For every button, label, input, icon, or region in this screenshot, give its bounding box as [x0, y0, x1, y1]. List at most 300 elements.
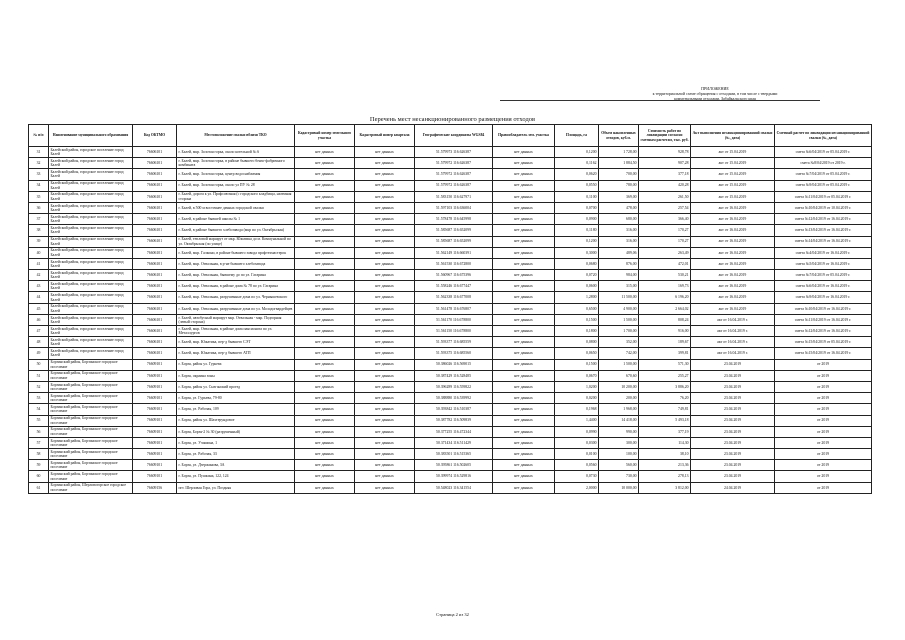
table-cell: акт от 16.04.2019: [691, 258, 775, 269]
table-cell: г. Борзя, ул. Рабочая, 33: [177, 449, 295, 460]
table-cell: нет данных: [355, 303, 415, 314]
table-cell: 23.04.2019: [691, 426, 775, 437]
table-cell: смета №4/04/2019 от 16.04.2019 г.: [775, 247, 872, 258]
column-header: Географические координаты WGS84: [415, 125, 493, 147]
table-cell: 0,1200: [555, 236, 599, 247]
table-cell: 43: [29, 281, 49, 292]
table-cell: Балейский район, городское поселение город Балей: [49, 337, 133, 348]
table-cell: нет данных: [295, 337, 355, 348]
table-row: [29, 191, 872, 202]
table-cell: 49: [29, 348, 49, 359]
table-cell: нет данных: [355, 180, 415, 191]
table-cell: нет данных: [295, 169, 355, 180]
table-cell: нет данных: [355, 314, 415, 325]
table-cell: нет данных: [355, 449, 415, 460]
table-cell: г. Борзя, окраина зоны: [177, 370, 295, 381]
table-cell: 50.399974 116.529816: [415, 471, 493, 482]
table-cell: 76606101: [133, 303, 177, 314]
table-row: [29, 169, 872, 180]
table-cell: нет данных: [355, 214, 415, 225]
table-cell: нет данных: [355, 348, 415, 359]
table-cell: 0,0730: [555, 471, 599, 482]
table-cell: нет данных: [493, 426, 555, 437]
table-cell: г. Борзя, Борзя-2 № 30 (разрушенный): [177, 426, 295, 437]
table-cell: смета №12/04/2019 от 16.04.2019 г.: [775, 214, 872, 225]
table-cell: нет данных: [355, 292, 415, 303]
table-cell: акт от 15.04.2019: [691, 180, 775, 191]
table-cell: г. Борзя, ул. Дзержинова, 3А: [177, 460, 295, 471]
table-cell: 23.04.2019: [691, 415, 775, 426]
table-cell: от 2019: [775, 359, 872, 370]
table-cell: смета №9/04/2019 от 05.04.2019 г.: [775, 180, 872, 191]
table-cell: 76609101: [133, 449, 177, 460]
table-cell: нет данных: [355, 191, 415, 202]
table-cell: смета №7/04/2019 от 05.04.2019 г.: [775, 270, 872, 281]
table-cell: 916,00: [639, 326, 691, 337]
table-row: [29, 326, 872, 337]
table-cell: нет данных: [295, 191, 355, 202]
table-cell: 76606101: [133, 281, 177, 292]
table-cell: 700,00: [599, 169, 639, 180]
table-cell: 1 884,50: [599, 158, 639, 169]
column-header: Сметный расчет по ликвидации несанкционированной свалки (№, дата): [775, 125, 872, 147]
table-cell: 257,54: [639, 202, 691, 213]
table-cell: смета №10/04/2019 от 10.04.2019 г.: [775, 202, 872, 213]
table-cell: 560,00: [599, 460, 639, 471]
table-cell: смета №5/04/2019 от 16.04.2019 г.: [775, 258, 872, 269]
table-cell: Борзинский район, Шерловогорское городское поселение: [49, 482, 133, 493]
table-cell: 76606101: [133, 258, 177, 269]
table-cell: г. Балей, мкр. Южатика, пер-д бывшего СЭТ: [177, 337, 295, 348]
table-cell: 76606101: [133, 214, 177, 225]
table-cell: 399,81: [639, 348, 691, 359]
table-cell: 51.562149 116.660391: [415, 247, 493, 258]
table-cell: акт от 16.04.2019: [691, 281, 775, 292]
table-cell: 57: [29, 437, 49, 448]
table-cell: нет данных: [355, 270, 415, 281]
table-cell: 45: [29, 303, 49, 314]
table-cell: нет данных: [493, 370, 555, 381]
table-cell: нет данных: [295, 381, 355, 392]
column-header: Код ОКТМО: [133, 125, 177, 147]
table-cell: 33: [29, 169, 49, 180]
table-cell: г. Борзя, район ул. Шахтерундовое: [177, 415, 295, 426]
table-cell: 76606101: [133, 247, 177, 258]
table-cell: от 2019: [775, 381, 872, 392]
table-cell: 189,67: [639, 337, 691, 348]
table-cell: нет данных: [295, 348, 355, 359]
table-cell: 51.578478 116.645998: [415, 214, 493, 225]
table-row: [29, 202, 872, 213]
table-row: [29, 381, 872, 392]
table-cell: 54: [29, 404, 49, 415]
table-cell: 6 196,20: [639, 292, 691, 303]
column-header: Кадастровый номер земельного участка: [295, 125, 355, 147]
table-cell: Балейский район, городское поселение город Балей: [49, 202, 133, 213]
table-row: [29, 270, 872, 281]
table-cell: 0,0720: [555, 270, 599, 281]
table-row: [29, 415, 872, 426]
column-header: Наименование муниципального образования: [49, 125, 133, 147]
table-cell: Борзинский район, Борзинское городское поселение: [49, 460, 133, 471]
table-cell: г. Борзя, ул. Пушкина, 122, 124: [177, 471, 295, 482]
table-cell: Борзинский район, Борзинское городское поселение: [49, 471, 133, 482]
table-cell: нет данных: [355, 147, 415, 158]
table-cell: 670,60: [599, 370, 639, 381]
table-cell: 76606101: [133, 314, 177, 325]
table-cell: нет данных: [493, 225, 555, 236]
table-cell: г. Балей, мкр. Галкино, в районе бывшего завода профтехмастерок: [177, 247, 295, 258]
table-cell: Балейский район, городское поселение город Балей: [49, 326, 133, 337]
table-cell: нет данных: [295, 415, 355, 426]
table-cell: Балейский район, городское поселение город Балей: [49, 169, 133, 180]
table-cell: 76606101: [133, 202, 177, 213]
table-cell: 11 500,00: [599, 292, 639, 303]
table-cell: нет данных: [355, 158, 415, 169]
table-cell: нет данных: [493, 191, 555, 202]
table-cell: 377,19: [639, 426, 691, 437]
table-cell: 61: [29, 482, 49, 493]
table-cell: 36: [29, 202, 49, 213]
table-cell: 51.593377 116.685559: [415, 337, 493, 348]
table-cell: смета №9/04/2019 от 16.04.2019 г.: [775, 292, 872, 303]
table-cell: 907,28: [639, 158, 691, 169]
table-cell: нет данных: [295, 460, 355, 471]
table-cell: нет данных: [355, 326, 415, 337]
table-cell: 990,00: [599, 426, 639, 437]
table-cell: 76609101: [133, 381, 177, 392]
table-cell: нет данных: [355, 415, 415, 426]
appendix-heading: ПРИЛОЖЕНИЕ: [701, 86, 729, 91]
table-cell: нет данных: [355, 225, 415, 236]
table-cell: 76606101: [133, 270, 177, 281]
table-cell: 0,1500: [555, 314, 599, 325]
table-cell: акт от 16.04.2019: [691, 270, 775, 281]
table-cell: нет данных: [355, 258, 415, 269]
table-cell: 742,00: [599, 348, 639, 359]
table-cell: г. Борзя, ул. Рабочая, 109: [177, 404, 295, 415]
table-cell: 51.561478 116.676807: [415, 303, 493, 314]
table-cell: 255,27: [639, 370, 691, 381]
table-cell: 51.579972 116.626387: [415, 158, 493, 169]
appendix-line-1: к территориальной схеме обращения с отходами, в том числе с твердыми: [652, 91, 778, 96]
table-cell: нет данных: [493, 359, 555, 370]
table-cell: Балейский район, городское поселение город Балей: [49, 348, 133, 359]
table-cell: от 2019: [775, 471, 872, 482]
table-cell: 50.396289 116.559822: [415, 381, 493, 392]
table-header-row: [29, 125, 872, 147]
table-cell: 23.04.2019: [691, 449, 775, 460]
table-cell: нет данных: [493, 202, 555, 213]
table-cell: смета №10/04/2019 от 16.04.2019 г.: [775, 303, 872, 314]
table-cell: нет данных: [295, 326, 355, 337]
column-header: Кадастровый номер квартала: [355, 125, 415, 147]
table-cell: акт от 16.04.2019 г.: [691, 337, 775, 348]
column-header: Местоположение свалки вблизи ТКО: [177, 125, 295, 147]
table-cell: 59: [29, 460, 49, 471]
table-cell: Балейский район, городское поселение город Балей: [49, 247, 133, 258]
table-cell: 1,4400: [555, 415, 599, 426]
table-cell: от 2019: [775, 404, 872, 415]
table-cell: нет данных: [355, 460, 415, 471]
table-cell: 51.583150 116.627971: [415, 191, 493, 202]
table-cell: г. Балей, тепловой маршрут от мкр. Южатика до м. Коммунальной по ул. Октябрьская (по улице): [177, 236, 295, 247]
table-cell: 47: [29, 326, 49, 337]
table-cell: нет данных: [295, 482, 355, 493]
table-cell: 50.395861 116.502605: [415, 460, 493, 471]
table-cell: нет данных: [295, 426, 355, 437]
table-cell: Балейский район, городское поселение город Балей: [49, 314, 133, 325]
appendix-divider: [500, 100, 820, 101]
table-cell: нет данных: [295, 393, 355, 404]
column-header: Площадь, га: [555, 125, 599, 147]
table-cell: 53: [29, 393, 49, 404]
table-cell: смета №15/04/2019 от 16.04.2019 г.: [775, 348, 872, 359]
table-cell: 76609156: [133, 482, 177, 493]
table-cell: 50: [29, 359, 49, 370]
table-cell: 51.579972 116.626387: [415, 180, 493, 191]
table-cell: 352,00: [599, 337, 639, 348]
table-cell: акт от 16.04.2019: [691, 247, 775, 258]
table-cell: 50.387429 116.528485: [415, 370, 493, 381]
table-cell: 1 500,00: [599, 314, 639, 325]
table-cell: 76606101: [133, 147, 177, 158]
table-cell: смета №11/04/2019 от 16.04.2019 г.: [775, 314, 872, 325]
table-cell: 0,0990: [555, 426, 599, 437]
table-cell: 76609101: [133, 460, 177, 471]
table-cell: г. Борзя, район ул. Гурьева: [177, 359, 295, 370]
page-footer: Страница 2 из 32: [436, 612, 469, 617]
table-cell: 0,0800: [555, 337, 599, 348]
table-cell: нет данных: [493, 281, 555, 292]
table-cell: акт от 16.04.2019: [691, 214, 775, 225]
table-cell: 51.561170 116.678800: [415, 314, 493, 325]
column-header: Стоимость работ по ликвидации согласно сметным расчетам, тыс. руб.: [639, 125, 691, 147]
table-row: [29, 460, 872, 471]
table-cell: 0,3000: [555, 247, 599, 258]
table-cell: 1 728,00: [599, 147, 639, 158]
table-cell: нет данных: [355, 169, 415, 180]
table-cell: 5 493,18: [639, 415, 691, 426]
table-cell: 55: [29, 415, 49, 426]
table-cell: нет данных: [295, 359, 355, 370]
table-cell: 51.579973 116.626387: [415, 147, 493, 158]
table-cell: 928,78: [639, 147, 691, 158]
table-cell: 478,00: [599, 202, 639, 213]
table-cell: 0,1162: [555, 158, 599, 169]
table-cell: 76606101: [133, 292, 177, 303]
table-cell: 23.04.2019: [691, 471, 775, 482]
table-cell: акт от 16.04.2019: [691, 225, 775, 236]
table-cell: 876,00: [599, 258, 639, 269]
table-cell: нет данных: [295, 147, 355, 158]
table-cell: 571,30: [639, 359, 691, 370]
table-cell: нет данных: [295, 214, 355, 225]
table-row: [29, 214, 872, 225]
table-cell: 263,49: [639, 247, 691, 258]
table-cell: нет данных: [493, 437, 555, 448]
table-cell: г. Балей, мкр. Золотая горка, около ул ПУ № 28: [177, 180, 295, 191]
table-cell: Балейский район, городское поселение город Балей: [49, 214, 133, 225]
table-cell: нет данных: [493, 292, 555, 303]
table-cell: 76609101: [133, 404, 177, 415]
table-cell: 0,0200: [555, 393, 599, 404]
table-cell: 76606101: [133, 180, 177, 191]
table-cell: 76609101: [133, 471, 177, 482]
table-cell: акт от 15.04.2019: [691, 147, 775, 158]
table-cell: 50.387782 116.509839: [415, 415, 493, 426]
table-row: [29, 303, 872, 314]
table-cell: акт от 16.04.2019: [691, 236, 775, 247]
table-cell: 0,0700: [555, 202, 599, 213]
table-cell: Борзинский район, Борзинское городское поселение: [49, 359, 133, 370]
table-cell: 37: [29, 214, 49, 225]
document-title: Перечень мест несанкционированного размещения отходов: [369, 116, 536, 123]
table-cell: нет данных: [295, 236, 355, 247]
table-cell: от 2019: [775, 426, 872, 437]
table-cell: Борзинский район, Борзинское городское поселение: [49, 381, 133, 392]
table-cell: нет данных: [493, 460, 555, 471]
table-cell: 420,28: [639, 180, 691, 191]
table-cell: 76606101: [133, 348, 177, 359]
table-cell: от 2019: [775, 370, 872, 381]
table-row: [29, 292, 872, 303]
table-cell: 0,1200: [555, 147, 599, 158]
table-cell: нет данных: [295, 258, 355, 269]
table-cell: Балейский район, городское поселение город Балей: [49, 191, 133, 202]
table-cell: 0,0300: [555, 437, 599, 448]
table-cell: 300,00: [599, 437, 639, 448]
table-cell: 51: [29, 370, 49, 381]
table-cell: 76609101: [133, 370, 177, 381]
table-cell: Балейский район, городское поселение город Балей: [49, 180, 133, 191]
table-cell: нет данных: [493, 471, 555, 482]
table-cell: 1,2800: [555, 292, 599, 303]
table-cell: нет данных: [493, 258, 555, 269]
table-cell: нет данных: [355, 381, 415, 392]
table-cell: 40: [29, 247, 49, 258]
table-cell: г. Балей, автобусный маршрут мкр. Отвальная - мкр. Подгорная (левый сторона): [177, 314, 295, 325]
table-cell: г. Балей, мкр. Отвальная, разрушенные дома по ул. Чернышевского: [177, 292, 295, 303]
table-cell: нет данных: [493, 404, 555, 415]
table-cell: 51.593375 116.685560: [415, 348, 493, 359]
table-cell: 0,0100: [555, 449, 599, 460]
table-cell: г. Балей, мкр. Золотая горка, в районе бывшего бензо-фабричного комбината: [177, 158, 295, 169]
table-cell: 23.04.2019: [691, 460, 775, 471]
table-cell: нет данных: [493, 158, 555, 169]
table-cell: 56: [29, 426, 49, 437]
table-cell: 0,0680: [555, 258, 599, 269]
table-cell: г. Балей, в районе бывшего хлебозавода (мкр по ул. Октябрьская): [177, 225, 295, 236]
table-cell: 377,18: [639, 169, 691, 180]
table-cell: 3 886,20: [639, 381, 691, 392]
table-cell: 0,1800: [555, 326, 599, 337]
table-cell: 530,21: [639, 270, 691, 281]
table-cell: 23.04.2019: [691, 404, 775, 415]
table-cell: акт от 15.04.2019: [691, 169, 775, 180]
column-header: Правообладатель зем. участка: [493, 125, 555, 147]
table-cell: 0,0550: [555, 180, 599, 191]
table-cell: нет данных: [493, 314, 555, 325]
table-row: [29, 281, 872, 292]
table-cell: 730,00: [599, 471, 639, 482]
table-cell: 100,00: [599, 449, 639, 460]
table-cell: акт от 15.04.2019: [691, 158, 775, 169]
table-cell: акт от 16.04.2019: [691, 303, 775, 314]
table-cell: 50.386026 116.569015: [415, 359, 493, 370]
table-cell: смета №14/04/2019 от 16.04.2019 г.: [775, 236, 872, 247]
table-cell: нет данных: [493, 236, 555, 247]
table-cell: Борзинский район, Борзинское городское поселение: [49, 426, 133, 437]
table-cell: от 2019: [775, 460, 872, 471]
table-cell: 50.548023 116.341554: [415, 482, 493, 493]
table-cell: 316,00: [599, 236, 639, 247]
table-cell: Борзинский район, Борзинское городское поселение: [49, 404, 133, 415]
table-cell: 51.597103 116.636004: [415, 202, 493, 213]
table-cell: 50.393842 116.510387: [415, 404, 493, 415]
table-cell: 51.560967 116.675396: [415, 270, 493, 281]
table-cell: 213,36: [639, 460, 691, 471]
table-cell: 51.562338 116.677008: [415, 292, 493, 303]
table-cell: 366,40: [639, 214, 691, 225]
table-cell: 200,00: [599, 393, 639, 404]
table-cell: от 2019: [775, 449, 872, 460]
table-cell: 0,1968: [555, 404, 599, 415]
table-cell: 169,73: [639, 281, 691, 292]
table-cell: нет данных: [295, 303, 355, 314]
table-cell: 38: [29, 225, 49, 236]
table-row: [29, 147, 872, 158]
table-cell: от 2019: [775, 393, 872, 404]
table-cell: 680,00: [599, 214, 639, 225]
table-row: [29, 482, 872, 493]
table-row: [29, 359, 872, 370]
table-cell: г. Борзя, ул. Учашина, 1: [177, 437, 295, 448]
table-cell: 76606101: [133, 326, 177, 337]
table-cell: 48: [29, 337, 49, 348]
table-cell: 3 812,00: [639, 482, 691, 493]
table-cell: 35: [29, 191, 49, 202]
table-cell: Борзинский район, Борзинское городское поселение: [49, 449, 133, 460]
table-cell: 472,01: [639, 258, 691, 269]
table-cell: 38,10: [639, 449, 691, 460]
table-cell: г. Балей, мкр. Отвальная, разрушенные дома по ул. Молодогвардейцев: [177, 303, 295, 314]
table-cell: 51.561150 116.678800: [415, 326, 493, 337]
table-cell: нет данных: [493, 147, 555, 158]
table-row: [29, 236, 872, 247]
table-cell: г. Балей, мкр. Отвальная, в р-не бывшего хлебозавода: [177, 258, 295, 269]
table-cell: нет данных: [493, 214, 555, 225]
table-cell: 10 000,00: [599, 482, 639, 493]
table-cell: 0,1500: [555, 359, 599, 370]
table-cell: нет данных: [493, 303, 555, 314]
table-cell: нет данных: [295, 180, 355, 191]
table-cell: 23.04.2019: [691, 437, 775, 448]
table-cell: 489,06: [599, 247, 639, 258]
table-cell: 780,00: [599, 180, 639, 191]
table-row: [29, 180, 872, 191]
table-cell: нет данных: [493, 270, 555, 281]
table-cell: акт от 16.04.2019 г.: [691, 314, 775, 325]
table-cell: Балейский район, городское поселение город Балей: [49, 225, 133, 236]
table-cell: нет данных: [295, 270, 355, 281]
table-cell: 24.04.2019: [691, 482, 775, 493]
table-cell: акт от 16.04.2019 г.: [691, 326, 775, 337]
table-cell: нет данных: [493, 180, 555, 191]
table-cell: нет данных: [355, 236, 415, 247]
column-header: Объем накопленных отходов, куб.м.: [599, 125, 639, 147]
table-cell: нет данных: [295, 292, 355, 303]
